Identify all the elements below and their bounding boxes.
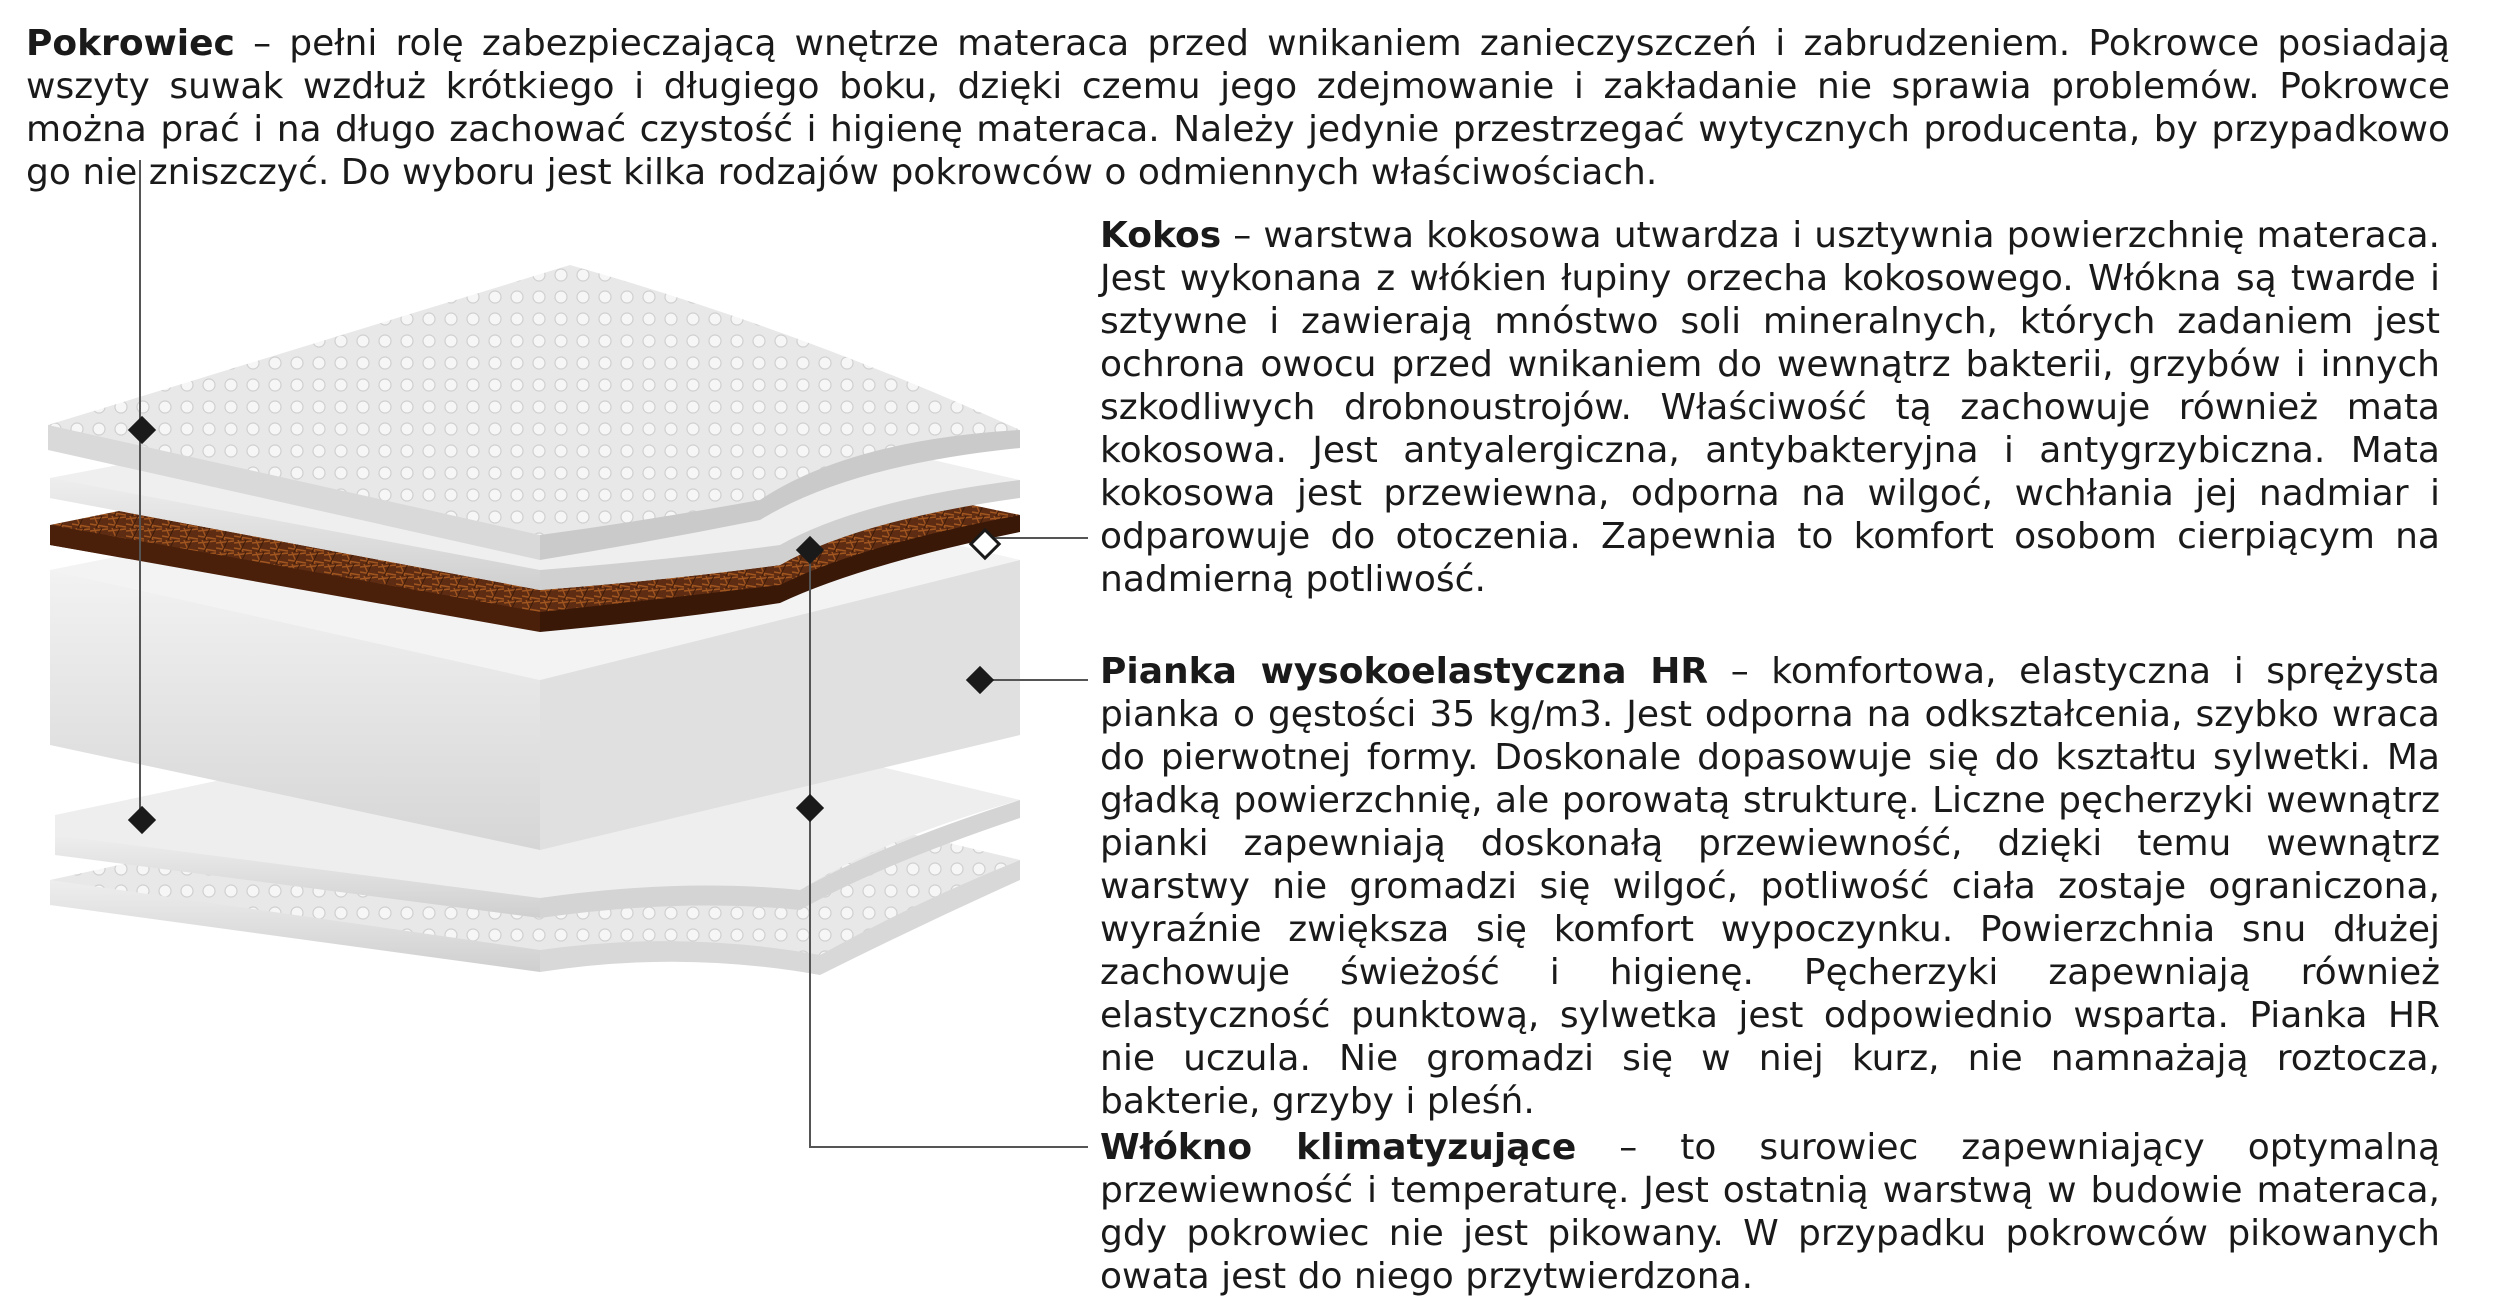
wlokno-text: – to surowiec zapewniający optymalną przewiewność i temperaturę. Jest ostatnią warstwą w budowie materaca, gdy pokrowiec nie jest pikowany. W przypadku pokrowców pikowanych owata jest do niego przytwierdzona. [1100, 1127, 2441, 1297]
kokos-title: Kokos [1100, 215, 1222, 256]
wlokno-title: Włókno klimatyzujące [1100, 1127, 1577, 1168]
pokrowiec-description [26, 22, 2450, 194]
pianka-title: Pianka wysokoelastyczna HR [1100, 651, 1709, 692]
pianka-text: – komfortowa, elastyczna i sprężysta pianka o gęstości 35 kg/m3. Jest odporna na odkształcenia, szybko wraca do pierwotnej formy. Doskonale dopasowuje się do kształtu sylwetki. Ma gładką powierzchnię, ale porowatą strukturę. Liczne pęcherzyki wewnątrz pianki zapewniają doskonałą przewiewność, dzięki temu wewnątrz warstwy nie gromadzi się wilgoć, potliwość ciała zostaje ograniczona, wyraźnie zwiększa się komfort wypoczynku. Powierzchnia snu dłużej zachowuje świeżość i higienę. Pęcherzyki zapewniają również elastyczność punktową, sylwetka jest odpowiednio wsparta. Pianka HR nie uczula. Nie gromadzi się w niej kurz, nie namnażają roztocza, bakterie, grzyby i pleśń. [1100, 651, 2440, 1122]
wlokno-description [1100, 1126, 2440, 1298]
kokos-text: – warstwa kokosowa utwardza i usztywnia powierzchnię materaca. Jest wykonana z włókien łupiny orzecha kokosowego. Włókna są twarde i sztywne i zawierają mnóstwo soli mineralnych, których zadaniem jest ochrona owocu przed wnikaniem do wewnątrz bakterii, grzybów i innych szkodliwych drobnoustrojów. Właściwość tą zachowuje również mata kokosowa. Jest antyalergiczna, antybakteryjna i antygrzybiczna. Mata kokosowa jest przewiewna, odporna na wilgoć, wchłania jej nadmiar i odparowuje do otoczenia. Zapewnia to komfort osobom cierpiącym na nadmierną potliwość. [1100, 215, 2440, 600]
kokos-description [1100, 214, 2440, 601]
pokrowiec-text: – pełni rolę zabezpieczającą wnętrze materaca przed wnikaniem zanieczyszczeń i zabrudzeniem. Pokrowce posiadają wszyty suwak wzdłuż krótkiego i długiego boku, dzięki czemu jego zdejmowanie i zakładanie nie sprawia problemów. Pokrowce można prać i na długo zachować czystość i higienę materaca. Należy jedynie przestrzegać wytycznych producenta, by przypadkowo go nie zniszczyć. Do wyboru jest kilka rodzajów pokrowców o odmiennych właściwościach. [26, 23, 2450, 193]
pokrowiec-title: Pokrowiec [26, 23, 235, 64]
pianka-description [1100, 650, 2440, 1123]
